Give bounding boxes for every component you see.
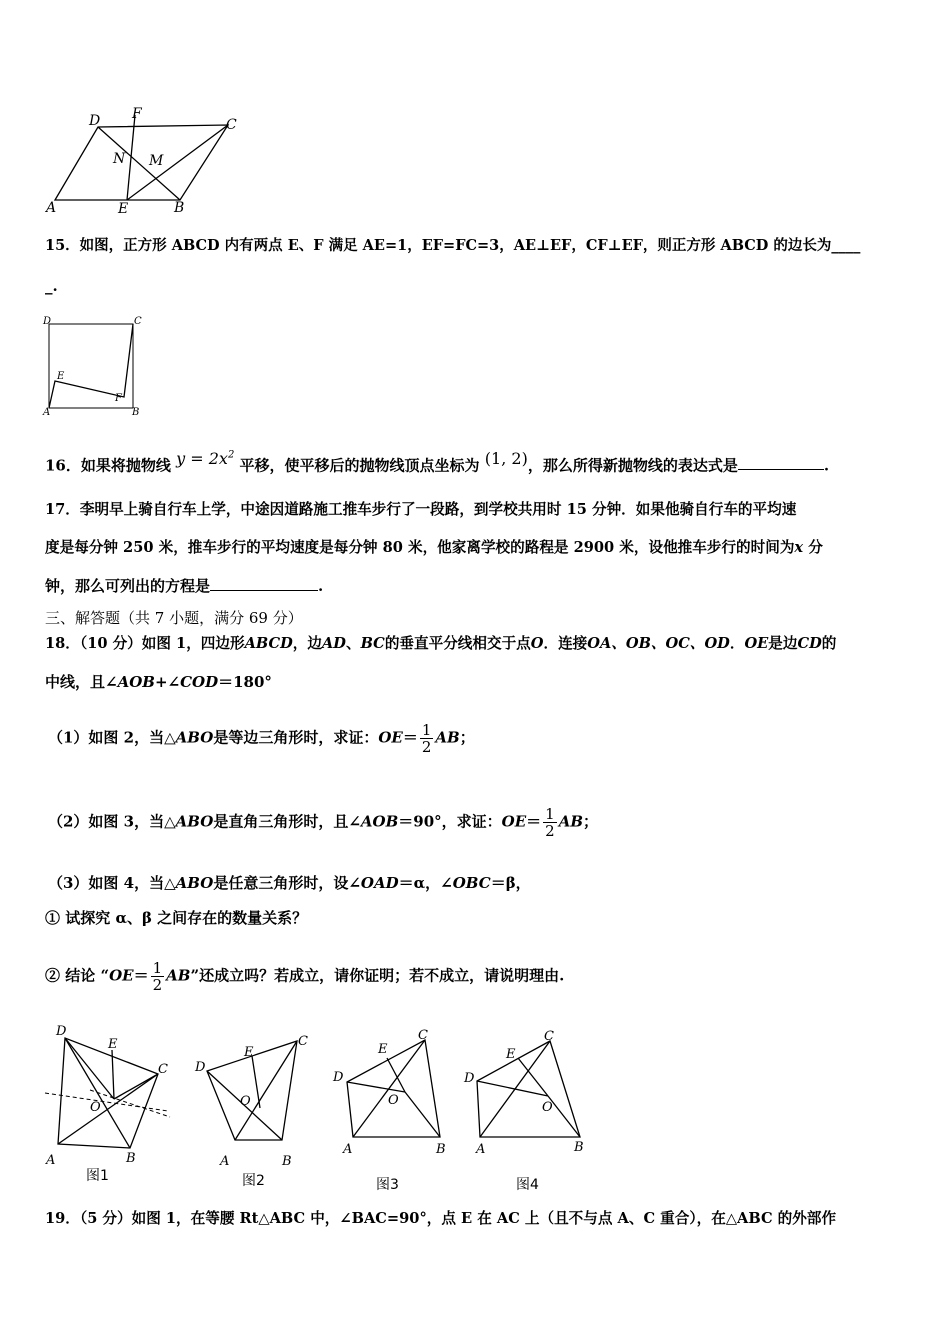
svg-text:D: D <box>464 1071 475 1086</box>
q18-line2: 中线，且∠AOB+∠COD＝180° <box>45 673 272 691</box>
svg-text:B: B <box>126 1151 136 1166</box>
svg-text:A: A <box>476 1142 486 1157</box>
q17-line3: 钟，那么可列出的方程是 . <box>45 577 324 595</box>
label-D: D <box>43 316 52 327</box>
svg-text:O: O <box>240 1094 251 1109</box>
q17-line1: 17．李明早上骑自行车上学，中途因道路施工推车步行了一段路，到学校共用时 15 分钟．如果他骑自行车的平均速 <box>45 501 797 518</box>
q16-mid: 平移，使平移后的抛物线顶点坐标为 <box>239 456 480 475</box>
svg-text:O: O <box>542 1100 553 1115</box>
svg-text:B: B <box>436 1142 446 1157</box>
label-C: C <box>226 117 237 133</box>
svg-text:C: C <box>158 1062 168 1077</box>
q18-sub2: ② 结论 “OE＝ $\frac{1}{2}$ AB”还成立吗？若成立，请你证明；若不成立，请说明理由. <box>45 959 565 994</box>
svg-text:A: A <box>220 1154 230 1169</box>
label-N: N <box>113 151 126 167</box>
svg-text:D: D <box>56 1024 67 1039</box>
q16-prefix: 16．如果将抛物线 <box>45 456 171 475</box>
caption-fig4: 图4 <box>516 1177 539 1193</box>
q18-part3: （3）如图 4，当△ABO是任意三角形时，设∠OAD＝α，∠OBC＝β， <box>48 874 531 892</box>
q18-line1: 18．（10 分）如图 1，四边形ABCD，边AD、BC的垂直平分线相交于点O．连接OA、OB、OC、OD．OE是边CD的 <box>45 635 837 652</box>
svg-text:O: O <box>388 1093 399 1108</box>
figure-1 <box>40 1022 180 1172</box>
section-heading: 三、解答题（共 7 小题，满分 69 分） <box>45 609 303 627</box>
svg-text:C: C <box>544 1029 554 1044</box>
svg-text:E: E <box>506 1047 516 1062</box>
label-A: A <box>46 200 57 216</box>
svg-text:D: D <box>333 1070 344 1085</box>
label-F: F <box>132 106 142 122</box>
caption-fig2: 图2 <box>242 1173 265 1189</box>
label-D: D <box>89 113 101 129</box>
svg-text:B: B <box>574 1140 584 1155</box>
svg-text:D: D <box>195 1060 206 1075</box>
label-C: C <box>134 316 142 327</box>
q16-suffix: ，那么所得新抛物线的表达式是 <box>527 456 738 475</box>
label-B: B <box>174 200 185 216</box>
caption-fig3: 图3 <box>376 1177 399 1193</box>
fraction-half: $\frac{1}{2}$ <box>545 805 555 840</box>
figure-4 <box>460 1025 600 1170</box>
svg-text:B: B <box>282 1154 292 1169</box>
label-B: B <box>132 407 140 418</box>
q16-text: 16．如果将抛物线 $y = 2x^2$ 平移，使平移后的抛物线顶点坐标为 (1, 2)，那么所得新抛物线的表达式是 . <box>45 449 830 475</box>
svg-text:A: A <box>343 1142 353 1157</box>
svg-text:E: E <box>108 1037 118 1052</box>
figure-q15-square <box>40 315 150 420</box>
q17-line2: 度是每分钟 250 米，推车步行的平均速度是每分钟 80 米，他家离学校的路程是 2900 米，设他推车步行的时间为x 分 <box>45 539 823 556</box>
q18-part1: （1）如图 2，当△ABO是等边三角形时，求证：OE＝ $\frac{1}{2}$ AB； <box>48 721 475 756</box>
q15-text: 15．如图，正方形 ABCD 内有两点 E、F 满足 AE=1，EF=FC=3，AE⊥EF，CF⊥EF，则正方形 ABCD 的边长为____ <box>45 237 861 254</box>
q16-point: (1, 2) <box>484 449 528 469</box>
label-A: A <box>43 407 51 418</box>
q15-text-cont: _. <box>45 277 58 295</box>
label-E: E <box>118 201 129 217</box>
q19-line1: 19．（5 分）如图 1，在等腰 Rt△ABC 中，∠BAC=90°，点 E 在 AC 上（且不与点 A、C 重合），在△ABC 的外部作 <box>45 1210 837 1227</box>
label-E: E <box>57 371 65 382</box>
svg-text:E: E <box>244 1045 254 1060</box>
q18-part2: （2）如图 3，当△ABO是直角三角形时，且∠AOB＝90°，求证：OE＝ $\frac{1}{2}$ AB； <box>48 805 599 840</box>
caption-fig1: 图1 <box>86 1168 109 1184</box>
q18-sub1: ① 试探究 α、β 之间存在的数量关系？ <box>45 909 308 927</box>
answer-blank[interactable] <box>738 455 824 470</box>
figure-q14-parallelogram <box>40 105 250 220</box>
svg-text:C: C <box>418 1028 428 1043</box>
svg-text:A: A <box>46 1153 56 1168</box>
fraction-half: $\frac{1}{2}$ <box>421 721 432 756</box>
q16-equation: $y = 2x^2$ <box>176 449 235 469</box>
label-F: F <box>115 393 122 404</box>
label-M: M <box>149 153 164 169</box>
figure-2 <box>190 1030 320 1170</box>
figure-3 <box>330 1025 460 1170</box>
svg-text:C: C <box>298 1034 308 1049</box>
fraction-half: $\frac{1}{2}$ <box>152 959 163 994</box>
svg-text:O: O <box>90 1100 101 1115</box>
svg-text:E: E <box>378 1042 388 1057</box>
answer-blank[interactable] <box>210 576 318 591</box>
